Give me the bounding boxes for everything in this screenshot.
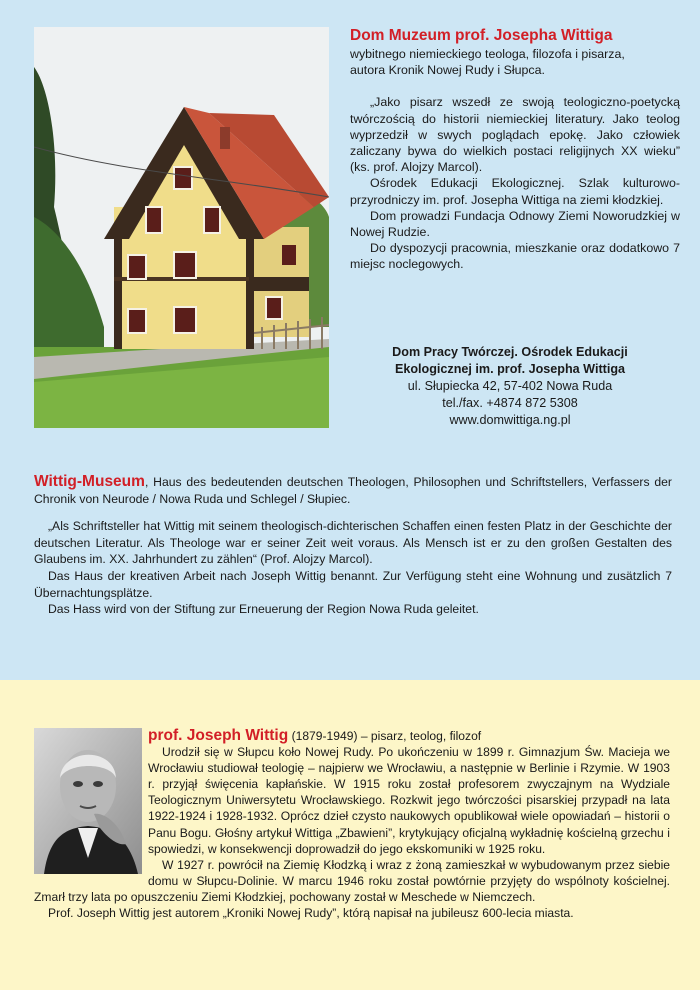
pl-subtitle-line-1: wybitnego niemieckiego teologa, filozofa i pisarza, <box>350 47 625 61</box>
pl-title: Dom Muzeum prof. Josepha Wittiga <box>350 27 613 44</box>
house-photo <box>34 27 329 428</box>
contact-address: ul. Słupiecka 42, 57-402 Nowa Ruda <box>407 379 613 393</box>
pl-paragraphs <box>350 94 680 272</box>
bio-title-suffix: (1879-1949) – pisarz, teolog, filozof <box>288 729 482 743</box>
pl-paragraph: Do dyspozycji pracownia, mieszkanie oraz dodatkowo 7 miejsc noclegowych. <box>350 241 680 272</box>
german-description <box>34 474 672 618</box>
biography <box>34 728 670 921</box>
de-title: Wittig-Museum <box>34 473 145 490</box>
de-intro-text: , Haus des bedeutenden deutschen Theologen, Philosophen und Schriftstellers, Verfassers der Chronik von Neurode / Nowa Ruda und Schlegel / Słupiec. <box>34 475 672 506</box>
contact-name-line-2: Ekologicznej im. prof. Josepha Wittiga <box>394 362 626 376</box>
contact-website-link[interactable]: www.domwittiga.ng.pl <box>449 413 571 427</box>
bio-paragraph: Urodził się w Słupcu koło Nowej Rudy. Po ukończeniu w 1899 r. Gimnazjum Św. Macieja we Wrocławiu studiował teologię – najpierw we Wrocławiu, a następnie w Berlinie i Rzymie. W 1903 r. przyjął święcenia kapłańskie. W 1915 roku został profesorem zwyczajnym na Wydziale Teologicznym Uniwersytetu Wrocławskiego. Rozkwit jego twórczości pisarskiej przypadł na lata 1922-1924 i 1928-1932. Oprócz dzieł czysto naukowych opublikował wiele opowiadań – historii o Panu Bogu. Głośny artykuł Wittiga „Zbawieni”, krytykujący oficjalną wykładnię kościelną grzechu i spowiedzi, w konsekwencji doprowadził do jego ekskomuniki w 1925 roku. <box>148 745 670 856</box>
pl-subtitle-line-2: autora Kronik Nowej Rudy i Słupca. <box>350 63 545 78</box>
contact-name-line-1: Dom Pracy Twórczej. Ośrodek Edukacji <box>392 345 628 359</box>
pl-quote-paragraph: „Jako pisarz wszedł ze swoją teologiczno-poetycką twórczością do historii niemieckiej literatury. Jako teolog wyprzedził w swych poglądach epokę. Jako człowiek zaliczany bywa do wielkich postaci religijnych XX wieku” (ks. prof. Alojzy Marcol). <box>350 95 680 175</box>
pl-paragraph: Dom prowadzi Fundacja Odnowy Ziemi Noworudzkiej w Nowej Rudzie. <box>350 208 680 240</box>
bio-paragraph: Prof. Joseph Wittig jest autorem „Kroniki Nowej Rudy”, którą napisał na jubileusz 600-lecia miasta. <box>48 906 574 921</box>
de-quote-paragraph: „Als Schriftsteller hat Wittig mit seinem theologisch-dichterischen Schaffen einen festen Platz in der Geschichte der deutschen Literatur. Als Theologe war er seiner Zeit weit voraus. Als Mensch ist er zu den großen Gestalten des Glaubens im. XX. Jahrhundert zu zählen“ (Prof. Alojzy Marcol). <box>34 519 672 567</box>
contact-block <box>350 344 670 429</box>
de-intro-paragraph <box>34 474 672 507</box>
bio-paragraph: W 1927 r. powrócił na Ziemię Kłodzką i wraz z żoną zamieszkał w wybudowanym przez siebie domu w Słupcu-Dolinie. W marcu 1946 roku został powtórnie przyjęty do wspólnoty kościelnej. Zmarł trzy lata po opuszczeniu Ziemi Kłodzkiej, pochowany został w Meschede w Niemczech. <box>34 857 670 904</box>
polish-description <box>350 26 680 273</box>
bio-title: prof. Joseph Wittig <box>148 727 289 744</box>
contact-phone: tel./fax. +4874 872 5308 <box>442 396 578 410</box>
de-paragraph: Das Hass wird von der Stiftung zur Erneuerung der Region Nowa Ruda geleitet. <box>48 602 479 617</box>
de-paragraph: Das Haus der kreativen Arbeit nach Joseph Wittig benannt. Zur Verfügung steht eine Wohnung und zusätzlich 7 Übernachtungsplätze. <box>34 568 672 600</box>
pl-paragraph: Ośrodek Edukacji Ekologicznej. Szlak kulturowo-przyrodniczy im. prof. Josepha Wittiga na ziemi kłodzkiej. <box>350 176 680 207</box>
